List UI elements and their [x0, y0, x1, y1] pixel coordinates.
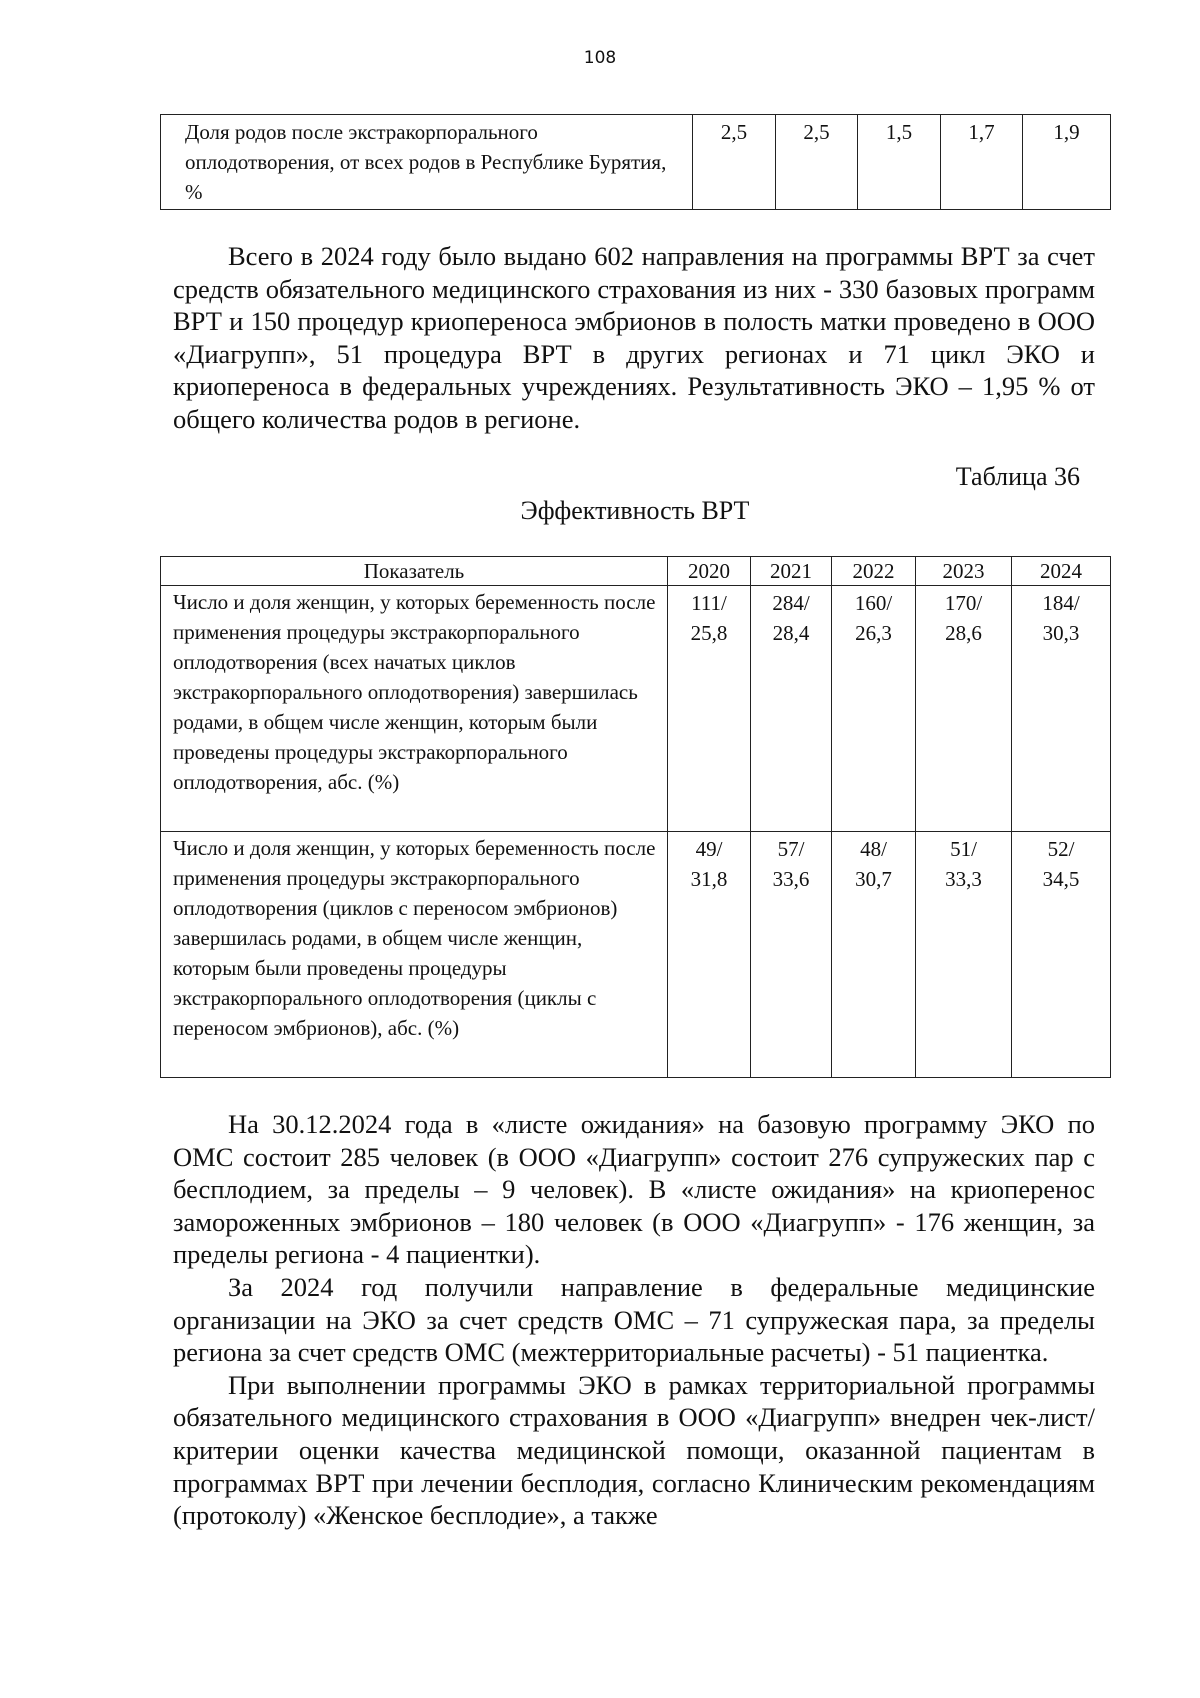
continued-table — [160, 114, 1111, 210]
value-pct: 33,3 — [945, 867, 982, 891]
value-cell: 2,5 — [776, 115, 858, 210]
value-abs: 184/ — [1042, 591, 1080, 615]
row-label: Число и доля женщин, у которых беременность после применения процедуры экстракорпорального оплодотворения (всех начатых циклов экстракорпорального оплодотворения) завершилась родами, в общем числе женщин, которым были проведены процедуры экстракорпорального оплодотворения, абс. (%) — [161, 586, 668, 832]
value-abs: 49/ — [695, 837, 723, 861]
table-row — [161, 115, 1111, 210]
value-abs: 284/ — [772, 591, 810, 615]
column-header: Показатель — [161, 557, 668, 586]
value-pct: 28,6 — [945, 621, 982, 645]
table-header-row — [161, 557, 1111, 586]
table-row — [161, 832, 1111, 1078]
value-abs: 48/ — [860, 837, 887, 861]
value-abs: 51/ — [950, 837, 977, 861]
value-abs: 57/ — [777, 837, 805, 861]
table-row — [161, 586, 1111, 832]
value-pct: 33,6 — [772, 867, 810, 891]
value-pct: 30,3 — [1042, 621, 1080, 645]
column-header: 2023 — [916, 557, 1012, 586]
value-abs: 170/ — [944, 591, 983, 615]
column-header: 2020 — [668, 557, 751, 586]
value-abs: 111/ — [691, 591, 727, 615]
page-number: 108 — [583, 48, 617, 68]
paragraph-text: При выполнении программы ЭКО в рамках территориальной программы обязательного медицинского страхования в ООО «Диагрупп» внедрен чек-лист/ критерии оценки качества медицинской помощи, оказанной пациентам в программах ВРТ при лечении бесплодия, согласно Клиническим рекомендациям (протоколу) «Женское бесплодие», а также — [173, 1369, 1095, 1531]
value-cell: 1,5 — [858, 115, 941, 210]
value-cell — [916, 832, 1012, 1078]
table-title: Эффективность ВРТ — [520, 496, 750, 525]
column-header: 2024 — [1012, 557, 1111, 586]
value-cell — [751, 832, 832, 1078]
value-cell — [751, 586, 832, 832]
value-pct: 28,4 — [772, 621, 810, 645]
value-cell — [668, 832, 751, 1078]
paragraph-block-2 — [173, 1108, 1095, 1532]
value-cell: 1,7 — [941, 115, 1023, 210]
value-cell — [668, 586, 751, 832]
value-cell — [1012, 832, 1111, 1078]
value-abs: 52/ — [1047, 837, 1075, 861]
value-pct: 25,8 — [690, 621, 728, 645]
vrt-efficiency-table — [160, 556, 1111, 1078]
column-header: 2021 — [751, 557, 832, 586]
value-cell: 1,9 — [1023, 115, 1111, 210]
value-cell — [916, 586, 1012, 832]
paragraph-text: На 30.12.2024 года в «листе ожидания» на базовую программу ЭКО по ОМС состоит 285 человек (в ООО «Диагрупп» состоит 276 супружеских пар с бесплодием, за пределы – 9 человек). В «листе ожидания» на криоперенос замороженных эмбрионов – 180 человек (в ООО «Диагрупп» - 176 женщин, за пределы региона - 4 пациентки). — [173, 1109, 1095, 1270]
value-pct: 31,8 — [690, 867, 728, 891]
paragraph-text: Всего в 2024 году было выдано 602 направления на программы ВРТ за счет средств обязательного медицинского страхования из них - 330 базовых программ ВРТ и 150 процедур криопереноса эмбрионов в полость матки проведено в ООО «Диагрупп», 51 процедура ВРТ в других регионах и 71 цикл ЭКО и криопереноса в федеральных учреждениях. Результативность ЭКО – 1,95 % от общего количества родов в регионе. — [173, 241, 1095, 434]
value-cell — [832, 832, 916, 1078]
row-label: Доля родов после экстракорпорального оплодотворения, от всех родов в Республике Бурятия, % — [161, 115, 693, 210]
column-header: 2022 — [832, 557, 916, 586]
value-cell — [1012, 586, 1111, 832]
value-pct: 26,3 — [855, 621, 892, 645]
value-cell — [832, 586, 916, 832]
row-label: Число и доля женщин, у которых беременность после применения процедуры экстракорпорального оплодотворения (циклов с переносом эмбрионов) завершилась родами, в общем числе женщин, которым были проведены процедуры экстракорпорального оплодотворения (циклы с переносом эмбрионов), абс. (%) — [161, 832, 668, 1078]
table-label: Таблица 36 — [955, 462, 1080, 491]
paragraph-text: За 2024 год получили направление в федеральные медицинские организации на ЭКО за счет средств ОМС – 71 супружеская пара, за пределы региона за счет средств ОМС (межтерриториальные расчеты) - 51 пациентка. — [173, 1271, 1095, 1368]
value-abs: 160/ — [854, 591, 893, 615]
paragraph-1 — [173, 240, 1095, 436]
value-pct: 34,5 — [1042, 867, 1080, 891]
value-cell: 2,5 — [693, 115, 776, 210]
value-pct: 30,7 — [855, 867, 892, 891]
